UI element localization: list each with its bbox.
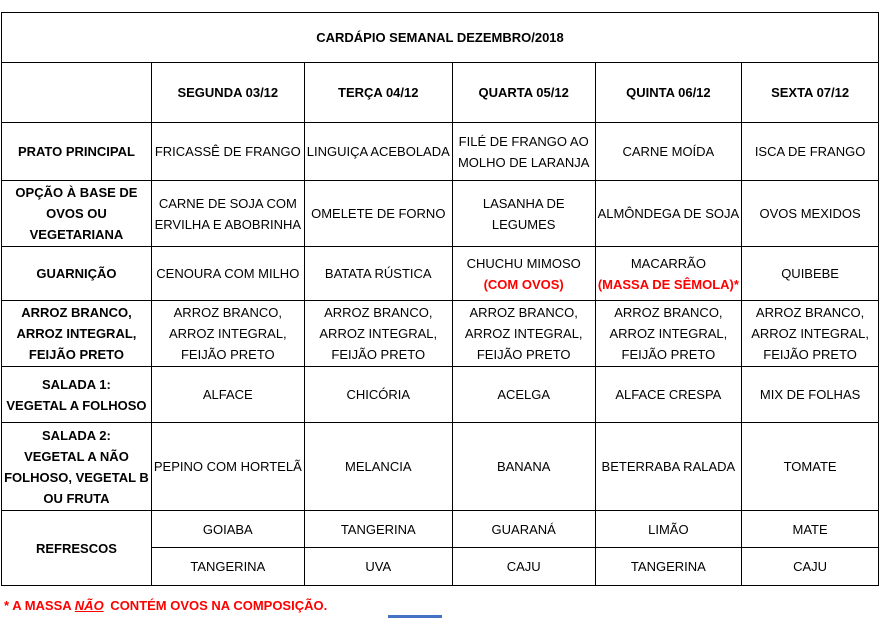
menu-item-text: GUARANÁ — [491, 521, 556, 537]
header-row — [2, 63, 879, 123]
menu-cell — [595, 511, 742, 548]
row-label-line: VEGETAL A NÃO — [24, 448, 129, 464]
day-header-quarta: QUARTA 05/12 — [452, 63, 595, 123]
menu-cell — [595, 423, 742, 511]
row-label-line: REFRESCOS — [35, 540, 117, 556]
menu-row-refrescos-1 — [2, 511, 879, 548]
row-label-salada-2 — [2, 423, 152, 511]
menu-row-arroz-feijao — [2, 301, 879, 367]
menu-cell — [151, 511, 304, 548]
menu-cell — [595, 367, 742, 423]
row-label-refrescos — [2, 511, 152, 586]
menu-item-text: MOLHO DE LARANJA — [457, 154, 590, 170]
menu-cell — [742, 548, 879, 586]
menu-item-text: LASANHA DE — [482, 195, 565, 211]
day-header-terca: TERÇA 04/12 — [304, 63, 452, 123]
row-label-line: FEIJÃO PRETO — [28, 347, 124, 362]
menu-cell — [452, 247, 595, 301]
menu-item-text: ALMÔNDEGA DE SOJA — [597, 206, 740, 221]
menu-cell — [742, 367, 879, 423]
menu-item-text: TOMATE — [783, 459, 837, 474]
row-label-line: ARROZ BRANCO, — [21, 305, 132, 320]
menu-item-text: CARNE MOÍDA — [622, 144, 715, 159]
menu-item-text: FEIJÃO PRETO — [621, 347, 716, 362]
title-row — [2, 13, 879, 63]
menu-cell — [452, 511, 595, 548]
footnote-prefix: * A MASSA — [4, 598, 75, 613]
menu-item-text: ARROZ BRANCO, — [324, 305, 433, 320]
menu-row-opcao-ovos-vegetariana — [2, 181, 879, 247]
menu-item-text: UVA — [365, 559, 392, 574]
menu-item-text: CAJU — [793, 559, 828, 574]
menu-cell — [304, 123, 452, 181]
row-label-line: PRATO PRINCIPAL — [17, 144, 135, 159]
menu-item-text: BETERRABA RALADA — [601, 459, 736, 474]
menu-cell — [452, 548, 595, 586]
menu-item-text: CARNE DE SOJA COM — [158, 195, 297, 211]
menu-item-text: FEIJÃO PRETO — [331, 347, 426, 362]
menu-row-guarnicao — [2, 247, 879, 301]
menu-item-text: BATATA RÚSTICA — [324, 266, 432, 281]
menu-item-text: LINGUIÇA ACEBOLADA — [306, 144, 450, 159]
menu-item-text: MATE — [792, 521, 828, 537]
menu-cell — [151, 367, 304, 423]
menu-item-text: ARROZ INTEGRAL, — [609, 326, 728, 341]
menu-cell — [595, 123, 742, 181]
menu-cell — [304, 367, 452, 423]
menu-cell — [595, 181, 742, 247]
menu-cell — [304, 423, 452, 511]
row-label-line: ARROZ INTEGRAL, — [16, 326, 137, 341]
menu-item-text: ARROZ BRANCO, — [173, 305, 282, 320]
row-label-line: SALADA 1: — [42, 376, 111, 392]
menu-item-text: ARROZ BRANCO, — [755, 305, 865, 320]
menu-item-text: ALFACE CRESPA — [615, 387, 722, 402]
menu-cell — [742, 301, 879, 367]
menu-item-text: FILÉ DE FRANGO AO — [458, 133, 589, 149]
menu-cell — [742, 247, 879, 301]
menu-item-text: MIX DE FOLHAS — [759, 387, 861, 402]
menu-item-text: LEGUMES — [491, 216, 556, 232]
menu-cell — [304, 247, 452, 301]
menu-cell — [304, 301, 452, 367]
menu-cell — [151, 247, 304, 301]
menu-item-text: FEIJÃO PRETO — [763, 347, 857, 362]
menu-item-text: ARROZ BRANCO, — [469, 305, 578, 320]
menu-table-body — [2, 13, 879, 586]
menu-item-text: TANGERINA — [630, 559, 706, 574]
row-label-prato-principal — [2, 123, 152, 181]
menu-cell — [595, 548, 742, 586]
menu-item-text: ARROZ BRANCO, — [614, 305, 723, 320]
menu-cell — [151, 181, 304, 247]
footnote — [4, 598, 879, 613]
menu-item-text: ERVILHA E ABOBRINHA — [154, 216, 302, 232]
menu-item-text: TANGERINA — [340, 521, 416, 537]
menu-cell — [304, 181, 452, 247]
menu-item-text: OMELETE DE FORNO — [311, 206, 446, 221]
menu-cell — [151, 423, 304, 511]
menu-item-text: ARROZ INTEGRAL, — [751, 326, 869, 341]
menu-cell — [304, 548, 452, 586]
menu-item-text: CHICÓRIA — [346, 387, 411, 402]
menu-item-text: FEIJÃO PRETO — [476, 347, 571, 362]
menu-item-text: ACELGA — [497, 387, 551, 402]
row-label-line: VEGETAL A FOLHOSO — [6, 397, 147, 413]
menu-cell — [452, 367, 595, 423]
menu-cell — [595, 301, 742, 367]
menu-item-text: PEPINO COM HORTELÃ — [153, 459, 302, 474]
menu-row-prato-principal — [2, 123, 879, 181]
row-label-line: FOLHOSO, VEGETAL B — [4, 469, 149, 485]
menu-cell — [452, 423, 595, 511]
row-label-arroz-feijao — [2, 301, 152, 367]
menu-cell — [452, 123, 595, 181]
menu-cell — [742, 511, 879, 548]
menu-cell — [742, 423, 879, 511]
menu-cell — [304, 511, 452, 548]
menu-item-text: LIMÃO — [648, 521, 689, 537]
page-title: CARDÁPIO SEMANAL DEZEMBRO/2018 — [2, 13, 879, 63]
row-label-line: OVOS OU — [46, 206, 107, 221]
menu-item-text: ALFACE — [202, 387, 253, 402]
row-label-opcao-ovos-vegetariana — [2, 181, 152, 247]
row-label-line: VEGETARIANA — [29, 227, 124, 242]
menu-cell — [452, 181, 595, 247]
menu-item-text: FEIJÃO PRETO — [180, 347, 275, 362]
row-label-line: GUARNIÇÃO — [36, 266, 117, 281]
menu-item-text: TANGERINA — [190, 559, 266, 574]
menu-row-salada-2 — [2, 423, 879, 511]
corner-cell — [2, 63, 152, 123]
menu-cell — [742, 123, 879, 181]
menu-cell — [151, 123, 304, 181]
allergen-note: (MASSA DE SÊMOLA)* — [597, 276, 739, 292]
footnote-emphasis: NÃO — [74, 598, 104, 613]
menu-item-text: CENOURA COM MILHO — [156, 266, 300, 281]
row-label-line: OU FRUTA — [43, 490, 110, 506]
menu-row-salada-1 — [2, 367, 879, 423]
menu-item-text: ARROZ INTEGRAL, — [464, 326, 583, 341]
menu-item-text: MELANCIA — [345, 459, 412, 474]
menu-item-text: CHUCHU MIMOSO — [466, 255, 581, 271]
menu-item-text: CAJU — [506, 559, 541, 574]
menu-cell — [151, 548, 304, 586]
menu-item-text: FRICASSÊ DE FRANGO — [154, 144, 301, 159]
footnote-suffix: CONTÉM OVOS NA COMPOSIÇÃO. — [106, 598, 328, 613]
menu-item-text: MACARRÃO — [630, 255, 706, 271]
row-label-line: OPÇÃO À BASE DE — [15, 185, 138, 200]
menu-item-text: ARROZ INTEGRAL, — [319, 326, 438, 341]
menu-cell — [151, 301, 304, 367]
row-label-salada-1 — [2, 367, 152, 423]
allergen-note: (COM OVOS) — [483, 276, 564, 292]
menu-item-text: QUIBEBE — [781, 266, 839, 281]
menu-item-text: ARROZ INTEGRAL, — [168, 326, 287, 341]
day-header-sexta: SEXTA 07/12 — [742, 63, 879, 123]
menu-cell — [595, 247, 742, 301]
day-header-quinta: QUINTA 06/12 — [595, 63, 742, 123]
menu-item-text: ISCA DE FRANGO — [754, 144, 866, 159]
menu-item-text: BANANA — [496, 459, 551, 474]
menu-cell — [742, 181, 879, 247]
weekly-menu-table — [1, 12, 879, 586]
menu-item-text: OVOS MEXIDOS — [759, 206, 861, 221]
row-label-line: SALADA 2: — [42, 427, 111, 443]
menu-cell — [452, 301, 595, 367]
row-label-guarnicao — [2, 247, 152, 301]
menu-item-text: GOIABA — [202, 521, 253, 537]
day-header-segunda: SEGUNDA 03/12 — [151, 63, 304, 123]
blue-mark-artifact — [388, 615, 442, 618]
